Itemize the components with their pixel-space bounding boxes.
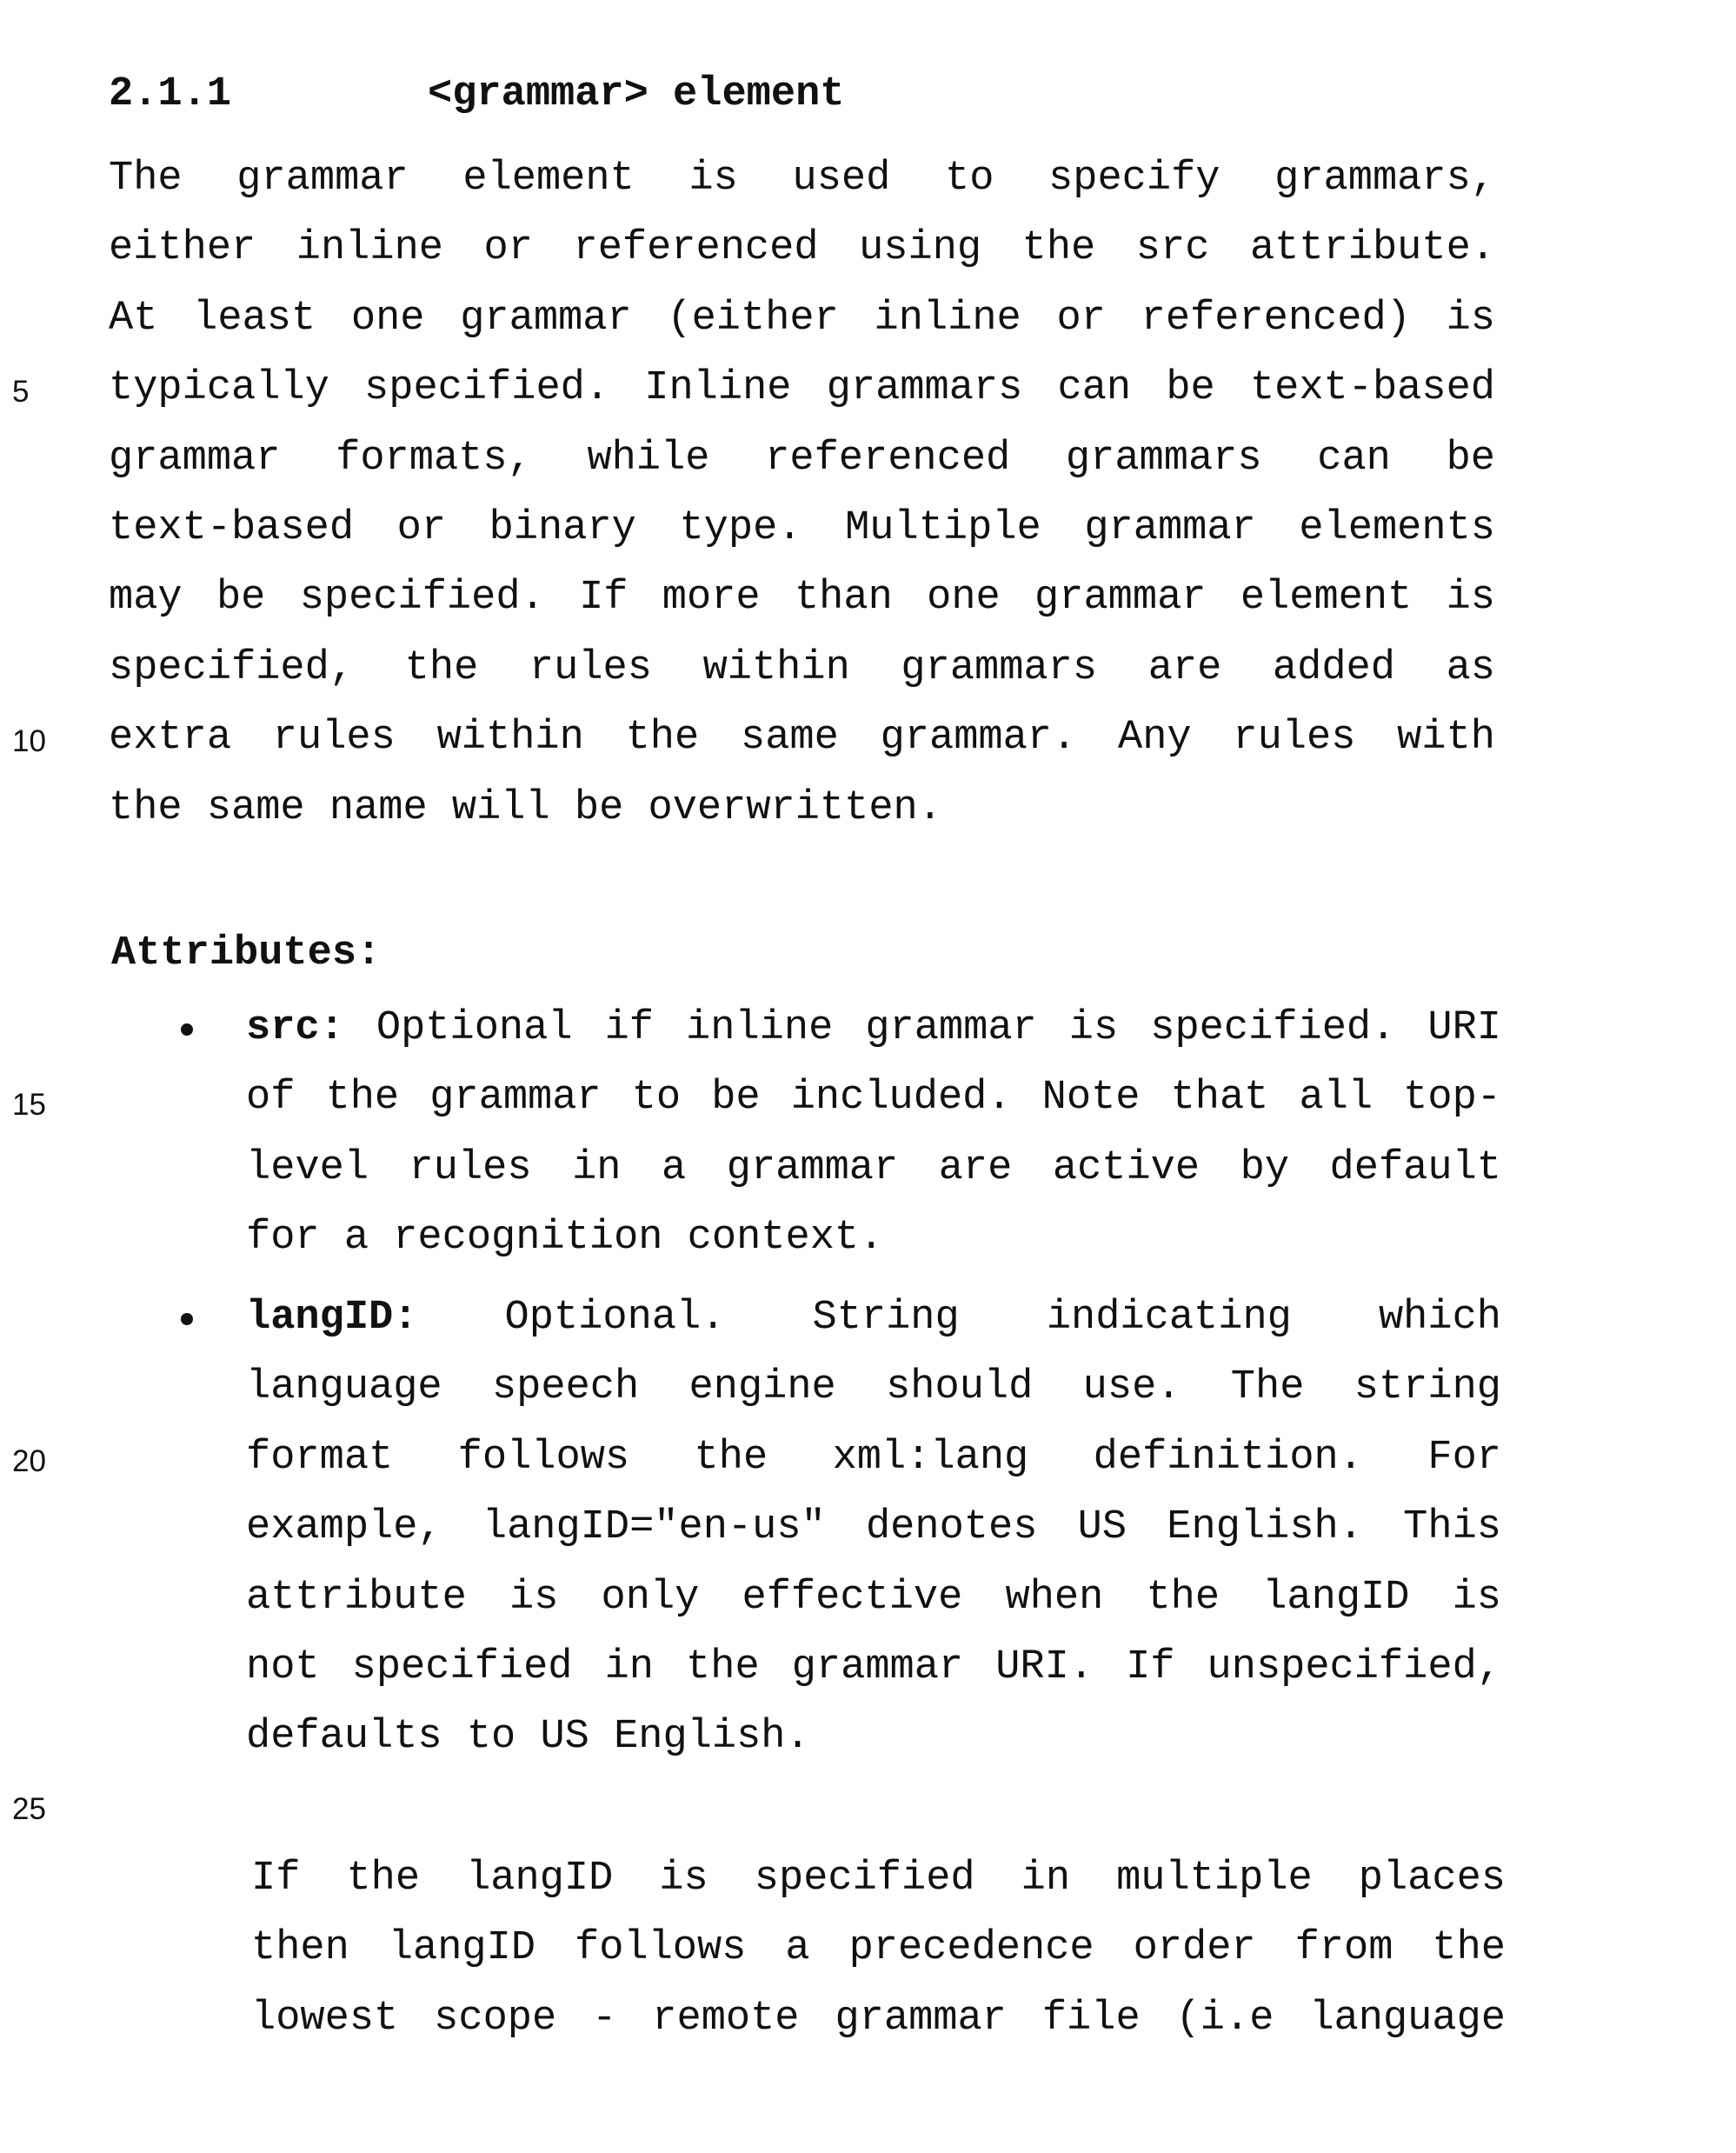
attribute-name: langID: — [246, 1295, 417, 1341]
bullet-line: attribute is only effective when the langID is — [246, 1572, 1501, 1624]
paragraph-line: specified, the rules within grammars are added as — [109, 643, 1495, 695]
paragraph-line: then langID follows a precedence order from the — [251, 1923, 1506, 1975]
section-number: 2.1.1 — [109, 69, 231, 121]
paragraph-line: typically specified. Inline grammars can be text-based — [109, 363, 1495, 415]
line-number: 5 — [12, 366, 29, 418]
paragraph-line: extra rules within the same grammar. Any rules with — [109, 712, 1495, 764]
paragraph-line: At least one grammar (either inline or referenced) is — [109, 293, 1495, 345]
bullet-line: example, langID=″en-us″ denotes US English. This — [246, 1502, 1501, 1554]
bullet-line — [246, 1003, 1501, 1055]
paragraph-line: grammar formats, while referenced grammars can be — [109, 433, 1495, 485]
line-number: 20 — [12, 1436, 46, 1488]
bullet-line — [246, 1292, 1501, 1344]
bullet-line: for a recognition context. — [246, 1212, 1501, 1264]
bullet-line: level rules in a grammar are active by default — [246, 1143, 1501, 1195]
line-number: 15 — [12, 1079, 46, 1131]
paragraph-line: lowest scope - remote grammar file (i.e language — [251, 1993, 1506, 2045]
bullet-line: of the grammar to be included. Note that all top- — [246, 1072, 1501, 1124]
paragraph-line: the same name will be overwritten. — [109, 783, 1495, 835]
paragraph-line: The grammar element is used to specify grammars, — [109, 153, 1495, 205]
attribute-description: Optional if inline grammar is specified. URI — [376, 1005, 1501, 1051]
section-title: <grammar> element — [428, 69, 844, 121]
paragraph-line: If the langID is specified in multiple places — [251, 1853, 1506, 1905]
line-number: 25 — [12, 1783, 46, 1836]
bullet-line: defaults to US English. — [246, 1711, 1501, 1763]
bullet-line: not specified in the grammar URI. If unspecified, — [246, 1642, 1501, 1694]
attribute-description: Optional. String indicating which — [505, 1295, 1501, 1341]
paragraph-line: either inline or referenced using the src attribute. — [109, 223, 1495, 275]
bullet-icon — [181, 1023, 193, 1036]
bullet-icon — [181, 1313, 193, 1325]
paragraph-line: may be specified. If more than one grammar element is — [109, 572, 1495, 624]
line-number: 10 — [12, 716, 46, 768]
paragraph-line: text-based or binary type. Multiple grammar elements — [109, 503, 1495, 555]
bullet-line: format follows the xml:lang definition. For — [246, 1432, 1501, 1484]
attributes-heading: Attributes: — [111, 928, 381, 980]
bullet-line: language speech engine should use. The string — [246, 1362, 1501, 1414]
attribute-name: src: — [246, 1005, 344, 1051]
